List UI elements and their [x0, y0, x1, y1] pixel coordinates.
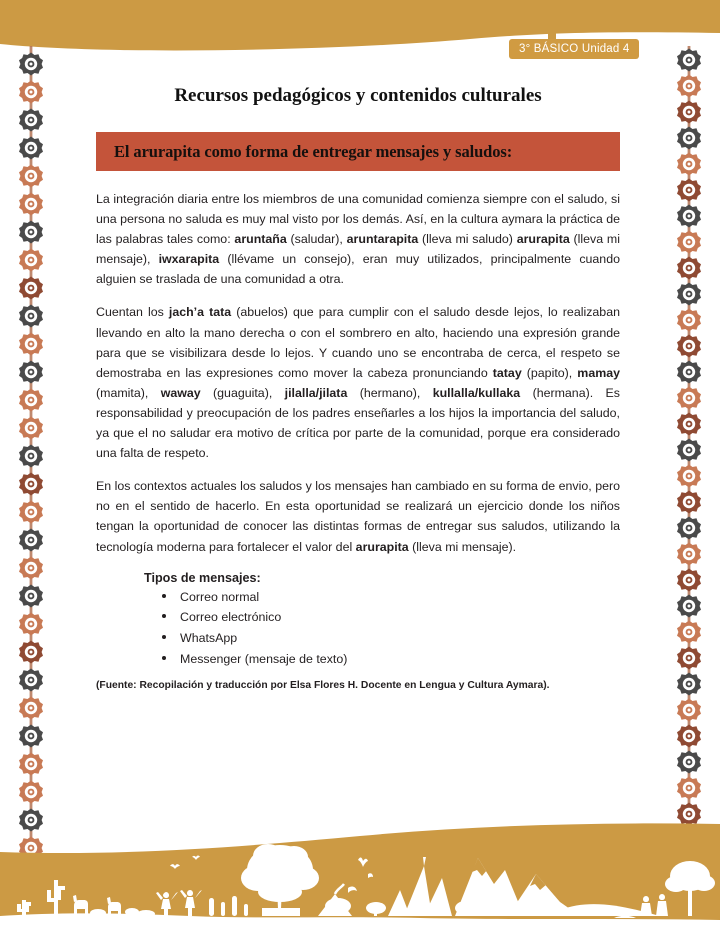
section-banner: [96, 132, 620, 171]
paragraph-modern: En los contextos actuales los saludos y los mensajes han cambiado en su forma de envio, pero no en el sentido de hacerlo. En esta oportunidad se realizará un ejercicio donde los niños tengan la oportunidad de conocer las distintas formas de entregar sus saludos, utilizando la tecnología moderna para fortalecer el valor del arurapita (lleva mi mensaje).: [96, 479, 620, 554]
message-types-list: [96, 585, 620, 670]
term-highlight: aruntarapita: [346, 232, 419, 247]
page-title: Recursos pedagógicos y contenidos culturales: [174, 85, 542, 106]
section-banner-title: El arurapita como forma de entregar mensajes y saludos:: [114, 141, 513, 161]
unit-badge: 3° BÁSICO Unidad 4: [509, 39, 639, 59]
list-item: WhatsApp: [180, 628, 620, 649]
main-content: [96, 78, 620, 691]
list-item: Correo normal: [180, 587, 620, 608]
ornament-border-right: [676, 46, 702, 866]
term-highlight: mamay: [577, 365, 621, 380]
term-highlight: jach’a tata: [168, 305, 232, 320]
term-highlight: kullalla/kullaka: [432, 385, 521, 400]
list-heading: Tipos de mensajes:: [144, 570, 261, 585]
term-highlight: jilalla/jilata: [284, 385, 348, 400]
term-highlight: iwxarapita: [158, 252, 220, 267]
source-note: (Fuente: Recopilación y traducción por Elsa Flores H. Docente en Lengua y Cultura Aymara).: [96, 680, 550, 692]
bottom-landscape-illustration: [0, 812, 720, 932]
paragraph-intro: La integración diaria entre los miembros de una comunidad comienza siempre con el saludo, si una persona no saluda es muy mal visto por los demás. Así, en la cultura aymara la práctica de las palabras tales como: aruntaña (saludar), aruntarapita (lleva mi saludo) arurapita (lleva mi mensaje), iwxarapita (llévame un consejo), eran muy utilizados, principalmente cuando alguien se traslada de una comunidad a otra.: [96, 192, 620, 287]
paragraph-grandparents: Cuentan los jach’a tata (abuelos) que para cumplir con el saludo desde lejos, lo realizaban llevando en alto la mano derecha o con el sombrero en alto, haciendo una expresión grande para que se visibilizara desde lo lejos. Y cuando uno se encontraba de cerca, el respeto se demostraba en las expresiones como mover la cabeza pronunciando tatay (papito), mamay (mamita), waway (guaguita), jilalla/jilata (hermano), kullalla/kullaka (hermana). Es responsabilidad y preocupación de los padres enseñarles a los hijos la importancia del saludo, ya que el no saludar era motivo de crítica por parte de la comunidad, porque era considerado una falta de respeto.: [96, 305, 621, 461]
term-highlight: waway: [160, 385, 201, 400]
list-item: Correo electrónico: [180, 607, 620, 628]
ornament-border-left: [18, 46, 44, 866]
list-item: Messenger (mensaje de texto): [180, 649, 620, 670]
term-highlight: arurapita: [355, 539, 409, 554]
term-highlight: arurapita: [516, 232, 570, 247]
term-highlight: aruntaña: [234, 232, 287, 247]
term-highlight: tatay: [492, 365, 522, 380]
